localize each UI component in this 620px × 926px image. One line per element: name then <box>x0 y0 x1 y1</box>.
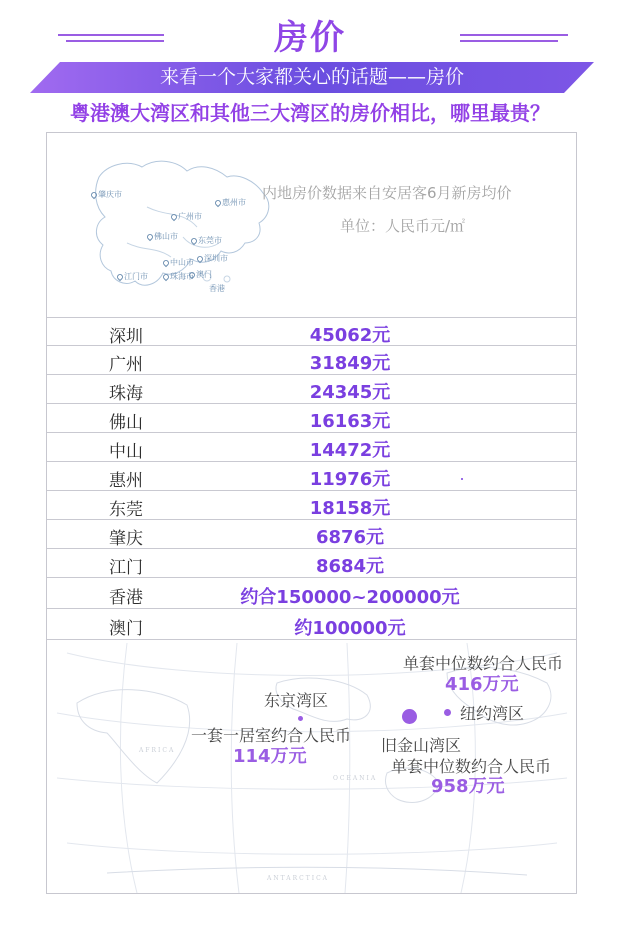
ny-note: 单套中位数约合人民币 <box>403 654 564 673</box>
table-row <box>47 317 576 346</box>
map-city-label: 珠海市 <box>163 271 194 282</box>
sf-name: 旧金山湾区 <box>381 736 462 755</box>
tokyo-value: 114万元 <box>233 746 307 767</box>
section-subtitle: 粤港澳大湾区和其他三大湾区的房价相比，哪里最贵？ <box>70 101 550 125</box>
row-city: 中山 <box>109 442 143 462</box>
row-price: 18158元 <box>309 498 391 519</box>
map-city-label: 惠州市 <box>215 197 246 208</box>
tokyo-marker <box>298 716 303 721</box>
map-city-label: 肇庆市 <box>91 189 122 200</box>
map-city-label: 广州市 <box>171 211 202 222</box>
title-decoration-left <box>58 34 164 43</box>
row-city: 香港 <box>109 588 143 608</box>
row-city: 佛山 <box>109 413 143 433</box>
row-city: 肇庆 <box>109 529 143 549</box>
map-city-label: 澳门 <box>189 269 212 280</box>
row-price: 11976元 <box>309 469 391 490</box>
ny-value: 416万元 <box>445 674 519 695</box>
tokyo-note: 一套一居室约合人民币 <box>191 726 352 745</box>
sf-value: 958万元 <box>431 776 505 797</box>
row-price: 24345元 <box>309 382 391 403</box>
price-panel <box>46 132 577 894</box>
row-city: 东莞 <box>109 500 143 520</box>
row-price: 约100000元 <box>294 618 406 639</box>
stray-dot <box>461 478 463 480</box>
row-city: 广州 <box>109 355 143 375</box>
row-price: 6876元 <box>315 527 385 548</box>
sf-note: 单套中位数约合人民币 <box>391 757 552 776</box>
tokyo-name: 东京湾区 <box>264 691 329 710</box>
row-price: 8684元 <box>315 556 385 577</box>
map-city-label: 东莞市 <box>191 235 222 246</box>
table-row <box>47 462 576 491</box>
table-row <box>47 346 576 375</box>
map-city-label: 中山市 <box>163 257 194 268</box>
row-price: 约合150000~200000元 <box>240 587 460 608</box>
table-row <box>47 404 576 433</box>
greater-bay-area-map <box>87 147 277 307</box>
ny-marker <box>444 709 451 716</box>
row-city: 深圳 <box>109 327 143 347</box>
table-row <box>47 375 576 404</box>
world-bay-areas-map <box>47 643 576 893</box>
row-price: 45062元 <box>309 325 391 346</box>
table-row <box>47 520 576 549</box>
sf-marker <box>402 709 417 724</box>
row-city: 珠海 <box>109 384 143 404</box>
row-city: 澳门 <box>109 619 143 639</box>
table-row <box>47 609 576 640</box>
row-city: 江门 <box>109 558 143 578</box>
unit-note: 单位：人民币元/㎡ <box>340 217 466 235</box>
map-city-label: 佛山市 <box>147 231 178 242</box>
ny-name: 纽约湾区 <box>460 704 525 723</box>
title-decoration-right <box>460 34 568 43</box>
row-price: 31849元 <box>309 353 391 374</box>
price-table <box>47 317 576 640</box>
map-word-africa: AFRICA <box>139 747 176 754</box>
map-city-label: 江门市 <box>117 271 148 282</box>
table-row <box>47 491 576 520</box>
map-word-oceania: OCEANIA <box>333 775 378 782</box>
row-price: 16163元 <box>309 411 391 432</box>
page-title: 房价 <box>274 18 346 58</box>
row-city: 惠州 <box>109 471 143 491</box>
map-city-label: 深圳市 <box>197 253 228 264</box>
map-word-antarctica: ANTARCTICA <box>267 875 329 882</box>
table-row <box>47 549 576 578</box>
topic-banner <box>30 62 594 93</box>
table-row <box>47 578 576 609</box>
banner-text: 来看一个大家都关心的话题——房价 <box>159 66 464 88</box>
data-source-note: 内地房价数据来自安居客6月新房均价 <box>262 184 512 202</box>
row-price: 14472元 <box>309 440 391 461</box>
map-city-label: 香港 <box>209 284 225 293</box>
table-row <box>47 433 576 462</box>
